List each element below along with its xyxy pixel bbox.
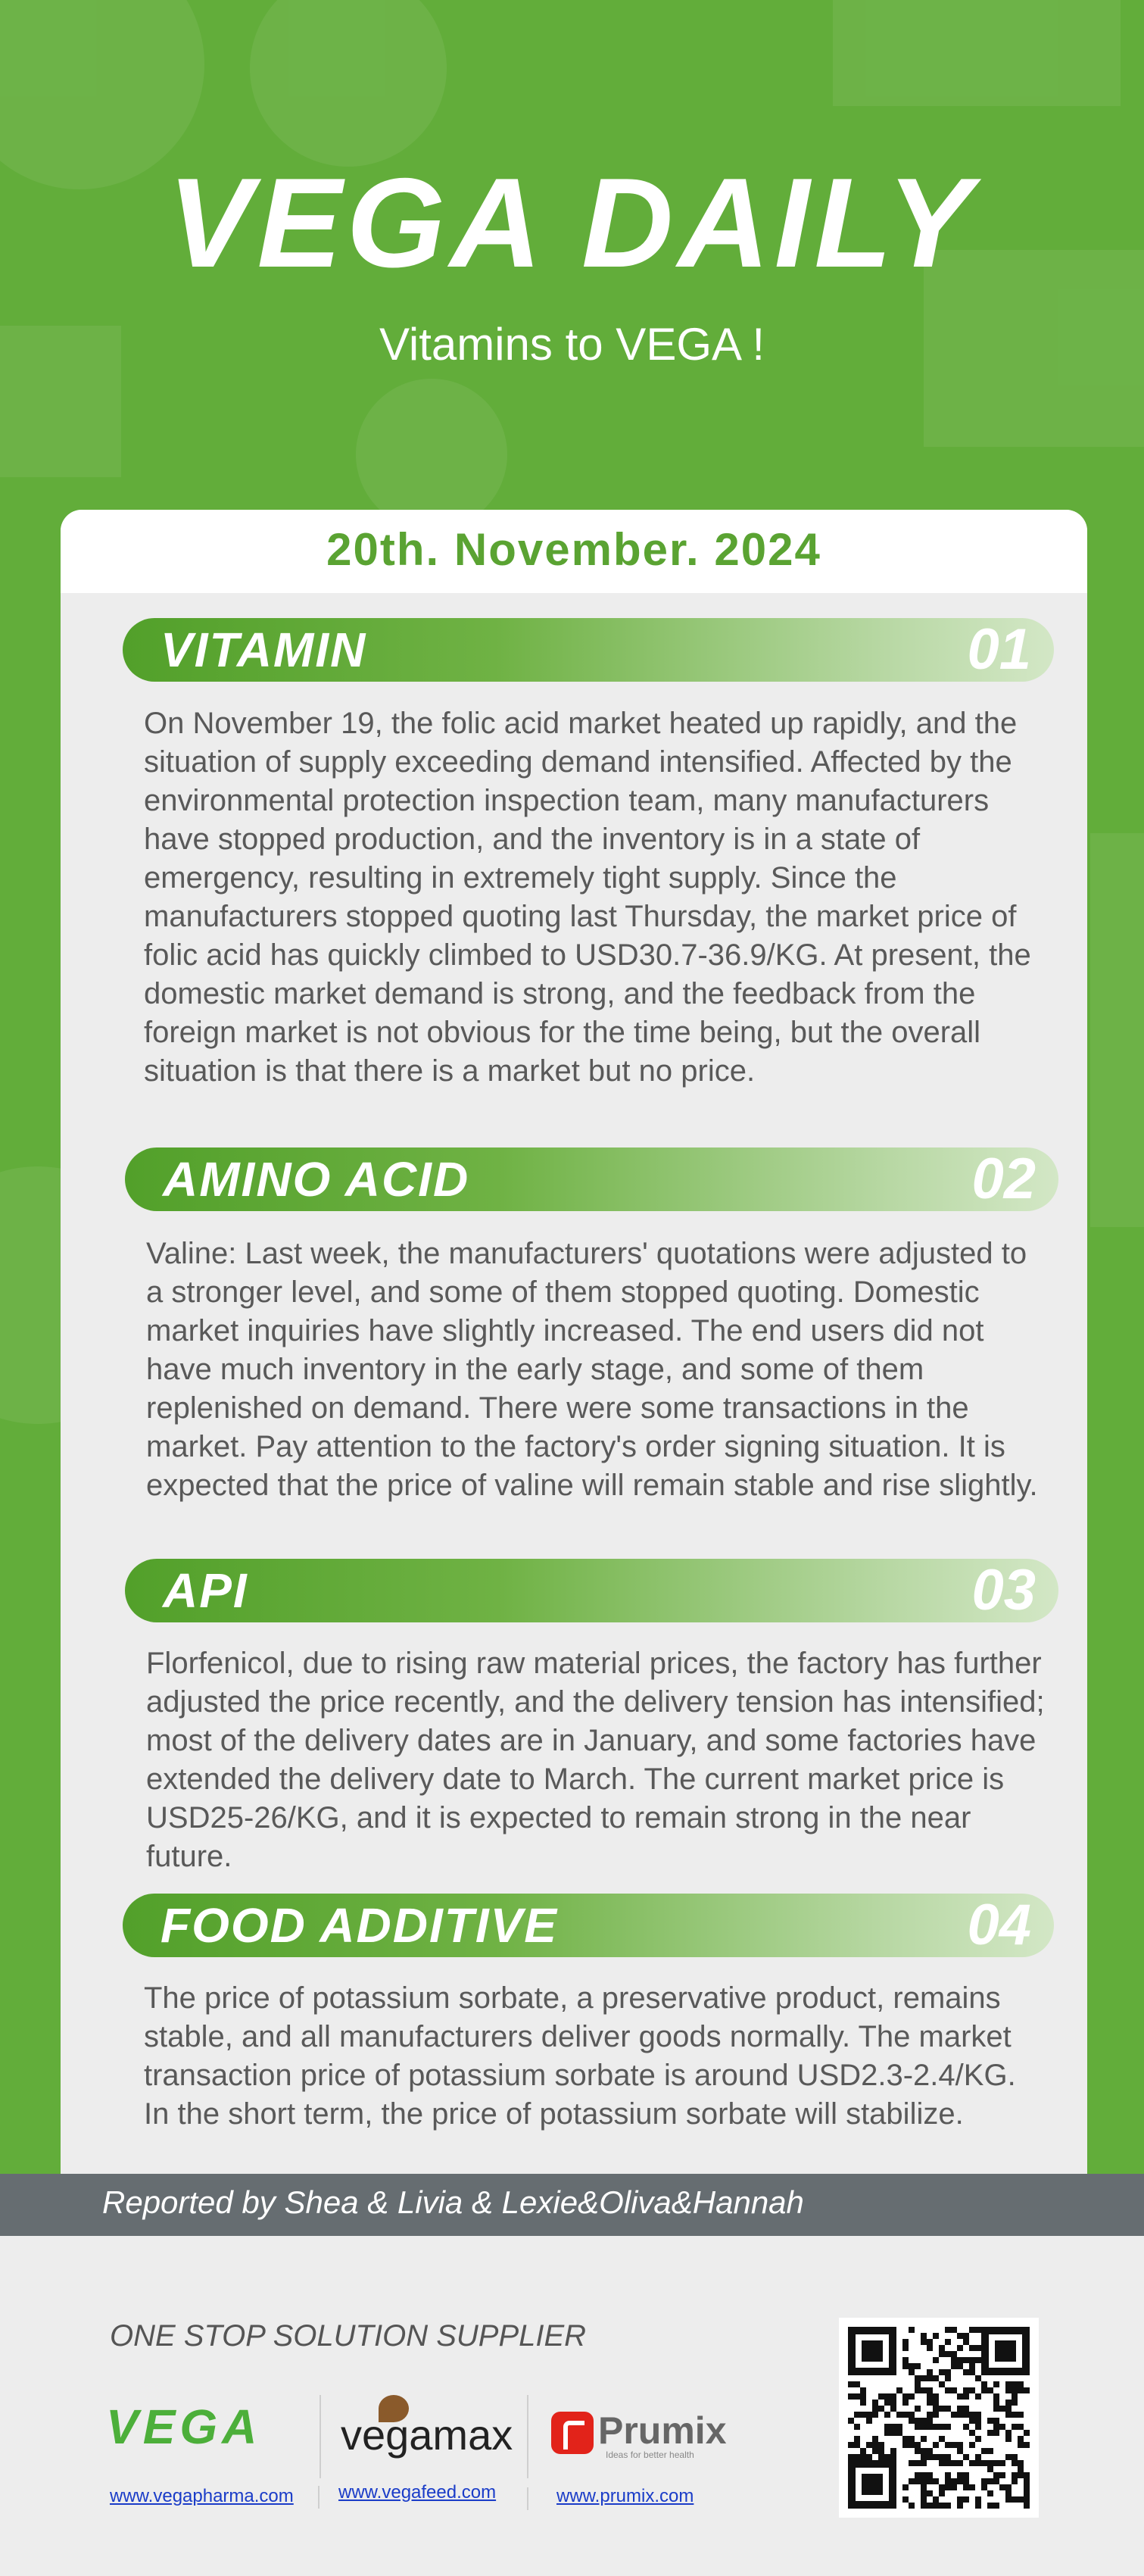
section-text-api: Florfenicol, due to rising raw material prices, the factory has further adjusted the price recently, and the delivery tension has intensified; most of the delivery dates are in January, and some factories have extended the delivery date to March. The current market price is USD25-26/KG, and it is expected to remain strong in the near future.	[146, 1647, 1045, 1873]
page-title: VEGA DAILY	[167, 151, 977, 294]
link-prumix[interactable]: www.prumix.com	[556, 2486, 694, 2506]
section-number: 04	[967, 1893, 1031, 1957]
section-text-amino-acid: Valine: Last week, the manufacturers' quotations were adjusted to a stronger level, and some of them stopped quoting. Domestic market inquiries have slightly increased. The end users did not have much inventory in the early stage, and some of them replenished on demand. There were some transactions in the market. Pay attention to the factory's order signing situation. It is expected that the price of valine will remain stable and rise slightly.	[146, 1237, 1038, 1502]
logo-divider	[527, 2395, 528, 2478]
section-bar-api	[125, 1559, 1058, 1622]
bg-block	[1090, 833, 1144, 1227]
link-divider	[318, 2486, 320, 2509]
prumix-logo: Prumix	[598, 2409, 727, 2452]
section-label: VITAMIN	[161, 623, 367, 677]
qr-code	[839, 2318, 1039, 2518]
bg-circle	[356, 379, 507, 530]
prumix-mark-icon	[551, 2412, 594, 2454]
section-number: 01	[967, 617, 1031, 682]
vegamax-logo: vegamax	[341, 2411, 513, 2459]
section-text-food-additive: The price of potassium sorbate, a preservative product, remains stable, and all manufacturers deliver goods normally. The market transaction price of potassium sorbate is around USD2.3-2.4/KG. In the short term, the price of potassium sorbate will stabilize.	[144, 1981, 1016, 2131]
bg-block	[833, 0, 1121, 106]
logo-divider	[320, 2395, 321, 2478]
page-subtitle: Vitamins to VEGA !	[379, 319, 765, 370]
qr-code-graphic	[839, 2318, 1039, 2518]
vega-logo: VEGA	[106, 2400, 262, 2454]
link-vegafeed[interactable]: www.vegafeed.com	[338, 2482, 497, 2503]
content-card	[61, 510, 1087, 2222]
section-bar-amino-acid	[125, 1147, 1058, 1211]
section-bar-vitamin	[123, 618, 1054, 682]
section-number: 03	[971, 1558, 1036, 1622]
section-label: AMINO ACID	[163, 1152, 470, 1207]
section-number: 02	[971, 1147, 1036, 1211]
date-header	[61, 510, 1087, 593]
link-divider	[527, 2487, 528, 2510]
report-date: 20th. November. 2024	[326, 524, 821, 575]
section-text-vitamin: On November 19, the folic acid market heated up rapidly, and the situation of supply exceeding demand intensified. Affected by the environmental protection inspection team, many manufacturers have stopped production, and the inventory is in a state of emergency, resulting in extremely tight supply. Since the manufacturers stopped quoting last Thursday, the market price of folic acid has quickly climbed to USD30.7-36.9/KG. At present, the domestic market demand is strong, and the feedback from the foreign market is not obvious for the time being, but the overall situation is that there is a market but no price.	[144, 707, 1031, 1088]
footer-tagline: ONE STOP SOLUTION SUPPLIER	[110, 2319, 587, 2353]
reporter-bar	[0, 2174, 1144, 2236]
section-label: FOOD ADDITIVE	[161, 1898, 558, 1953]
section-bar-food-additive	[123, 1894, 1054, 1957]
link-vegapharma[interactable]: www.vegapharma.com	[110, 2486, 294, 2506]
prumix-tagline: Ideas for better health	[606, 2450, 694, 2460]
reporter-names: Reported by Shea & Livia & Lexie&Oliva&Hannah	[102, 2184, 804, 2220]
section-label: API	[163, 1563, 248, 1618]
footer	[0, 2236, 1144, 2576]
bg-circle	[250, 0, 447, 167]
